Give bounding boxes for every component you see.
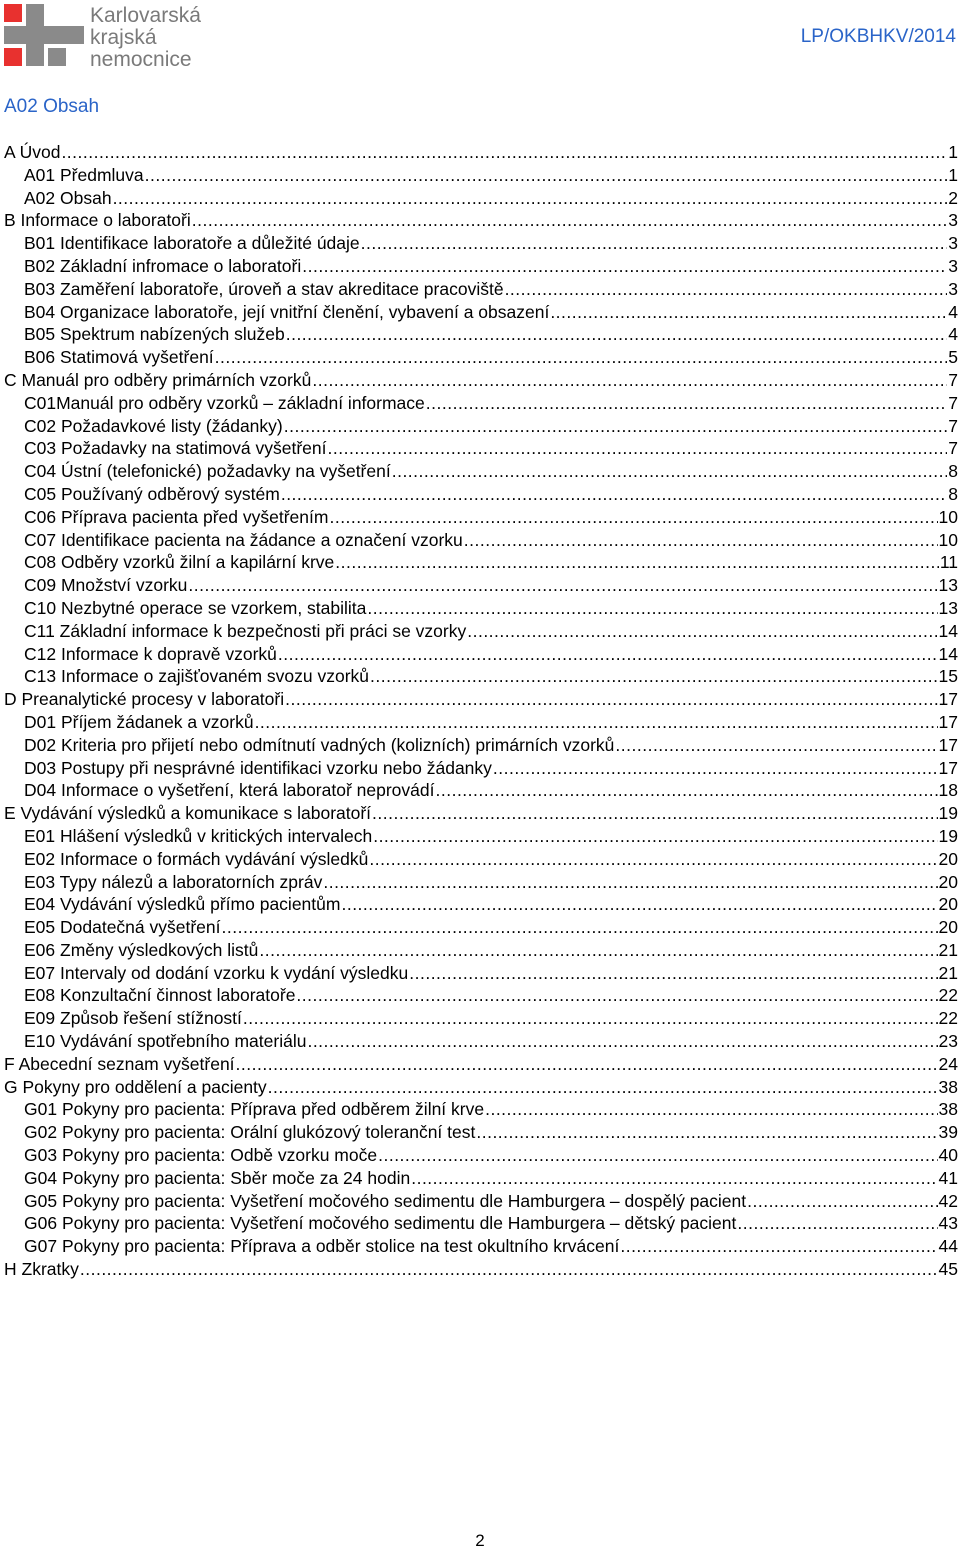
logo-line: Karlovarská [90,4,201,27]
toc-entry[interactable] [4,871,958,894]
toc-entry[interactable] [4,1030,958,1053]
toc-entry-page: 21 [938,962,958,983]
toc-entry[interactable] [4,848,958,871]
toc-entry-label: C13 Informace o zajišťovaném svozu vzorků [24,666,370,687]
toc-entry-page: 38 [938,1099,958,1120]
toc-entry-label: C04 Ústní (telefonické) požadavky na vyšetření [24,461,391,482]
toc-entry-label: B03 Zaměření laboratoře, úroveň a stav akreditace pracoviště [24,278,504,299]
toc-entry-label: G Pokyny pro oddělení a pacienty [4,1076,267,1097]
toc-entry[interactable] [4,757,958,780]
toc-entry-label: G06 Pokyny pro pacienta: Vyšetření močového sedimentu dle Hamburgera – dětský pacient [24,1213,737,1234]
toc-entry[interactable] [4,939,958,962]
toc-entry-label: B01 Identifikace laboratoře a důležité údaje [24,233,360,254]
toc-entry-page: 44 [938,1236,958,1257]
hospital-logo [4,4,214,74]
toc-dot-leader [243,1007,938,1029]
toc-entry[interactable] [4,209,958,232]
toc-entry[interactable] [4,529,958,552]
toc-entry-page: 23 [938,1031,958,1052]
toc-entry-page: 7 [948,415,958,436]
toc-entry-label: E Vydávání výsledků a komunikace s laboratoří [4,803,372,824]
toc-entry[interactable] [4,643,958,666]
toc-dot-leader [284,415,948,437]
toc-entry-label: C Manuál pro odběry primárních vzorků [4,369,312,390]
toc-dot-leader [329,506,937,528]
toc-entry[interactable] [4,278,958,301]
toc-entry-label: E06 Změny výsledkových listů [24,939,259,960]
toc-entry[interactable] [4,392,958,415]
toc-entry[interactable] [4,916,958,939]
toc-dot-leader [335,551,939,573]
toc-entry-page: 3 [948,255,958,276]
toc-entry[interactable] [4,779,958,802]
toc-entry[interactable] [4,1121,958,1144]
toc-entry-label: C01Manuál pro odběry vzorků – základní informace [24,392,425,413]
toc-entry[interactable] [4,369,958,392]
toc-entry-page: 13 [938,597,958,618]
page-number: 2 [475,1531,485,1550]
toc-dot-leader [215,346,948,368]
toc-entry-page: 20 [938,871,958,892]
toc-entry[interactable] [4,187,958,210]
toc-entry-label: C05 Používaný odběrový systém [24,483,280,504]
toc-entry-page: 40 [938,1145,958,1166]
toc-entry-page: 22 [938,985,958,1006]
toc-dot-leader [296,984,937,1006]
toc-dot-leader [464,529,938,551]
toc-entry[interactable] [4,460,958,483]
toc-entry[interactable] [4,1144,958,1167]
toc-dot-leader [493,757,938,779]
toc-entry[interactable] [4,164,958,187]
toc-entry[interactable] [4,437,958,460]
logo-cross-icon [4,4,84,70]
toc-entry[interactable] [4,346,958,369]
toc-entry-label: G07 Pokyny pro pacienta: Příprava a odběr stolice na test okultního krvácení [24,1236,620,1257]
toc-dot-leader [222,916,938,938]
toc-entry-label: C11 Základní informace k bezpečnosti při práci se vzorky [24,620,467,641]
toc-entry-page: 1 [948,142,958,162]
toc-entry[interactable] [4,415,958,438]
toc-entry-label: A01 Předmluva [24,164,144,185]
toc-dot-leader [286,323,948,345]
toc-entry-page: 1 [948,164,958,185]
toc-dot-leader [372,802,937,824]
toc-dot-leader [367,597,937,619]
toc-entry-page: 3 [948,278,958,299]
toc-entry-page: 14 [938,643,958,664]
toc-dot-leader [188,574,937,596]
toc-entry[interactable] [4,1235,958,1258]
table-of-contents [4,141,958,1281]
toc-dot-leader [411,1167,937,1189]
toc-entry-label: C03 Požadavky na statimová vyšetření [24,438,327,459]
toc-dot-leader [476,1121,937,1143]
toc-entry[interactable] [4,1076,958,1099]
logo-line: nemocnice [90,48,192,71]
toc-entry[interactable] [4,734,958,757]
logo-line: krajská [90,26,157,49]
toc-entry-label: A02 Obsah [24,187,112,208]
toc-entry-page: 17 [938,734,958,755]
toc-entry-page: 7 [948,392,958,413]
toc-entry-page: 5 [948,347,958,368]
toc-entry[interactable] [4,1053,958,1076]
toc-entry[interactable] [4,301,958,324]
toc-entry-label: C07 Identifikace pacienta na žádance a označení vzorku [24,529,463,550]
toc-entry-page: 19 [938,825,958,846]
toc-dot-leader [80,1258,938,1280]
toc-entry-label: G03 Pokyny pro pacienta: Odbě vzorku moče [24,1145,378,1166]
toc-entry-page: 42 [938,1190,958,1211]
toc-entry[interactable] [4,255,958,278]
toc-entry-label: D Preanalytické procesy v laboratoři [4,689,285,710]
toc-entry-page: 3 [948,233,958,254]
toc-entry-page: 8 [948,461,958,482]
toc-dot-leader [392,460,948,482]
toc-entry[interactable] [4,323,958,346]
toc-dot-leader [268,1076,938,1098]
toc-entry[interactable] [4,802,958,825]
toc-entry-label: C12 Informace k dopravě vzorků [24,643,277,664]
toc-dot-leader [278,643,938,665]
toc-entry-label: D01 Příjem žádanek a vzorků [24,711,254,732]
toc-entry-label: E01 Hlášení výsledků v kritických intervalech [24,825,373,846]
toc-entry-page: 21 [938,939,958,960]
toc-entry-label: D02 Kriteria pro přijetí nebo odmítnutí vadných (kolizních) primárních vzorků [24,734,615,755]
toc-entry[interactable] [4,1007,958,1030]
toc-dot-leader [307,1030,937,1052]
toc-dot-leader [361,232,948,254]
toc-entry[interactable] [4,551,958,574]
toc-entry-page: 4 [948,301,958,322]
toc-entry[interactable] [4,825,958,848]
toc-entry-page: 20 [938,894,958,915]
toc-dot-leader [485,1098,937,1120]
toc-entry[interactable] [4,665,958,688]
toc-entry-page: 38 [938,1076,958,1097]
toc-dot-leader [145,164,948,186]
toc-entry[interactable] [4,1167,958,1190]
toc-entry-label: C10 Nezbytné operace se vzorkem, stabilita [24,597,367,618]
toc-dot-leader [323,871,937,893]
toc-dot-leader [620,1235,937,1257]
toc-entry-page: 17 [938,757,958,778]
toc-entry[interactable] [4,574,958,597]
toc-entry[interactable] [4,1190,958,1213]
toc-dot-leader [255,711,938,733]
toc-entry-label: C02 Požadavkové listy (žádanky) [24,415,283,436]
toc-dot-leader [328,437,948,459]
toc-dot-leader [341,893,937,915]
toc-entry[interactable] [4,483,958,506]
toc-entry[interactable] [4,711,958,734]
toc-dot-leader [615,734,937,756]
toc-entry[interactable] [4,893,958,916]
toc-entry-label: E10 Vydávání spotřebního materiálu [24,1031,307,1052]
toc-dot-leader [467,620,937,642]
toc-entry-page: 3 [948,210,958,231]
toc-entry-label: D03 Postupy při nesprávné identifikaci vzorku nebo žádanky [24,757,492,778]
toc-entry-page: 17 [938,689,958,710]
toc-dot-leader [302,255,947,277]
toc-dot-leader [61,141,947,163]
toc-dot-leader [312,369,947,391]
toc-dot-leader [747,1190,937,1212]
toc-entry-page: 10 [938,506,958,527]
toc-dot-leader [378,1144,937,1166]
toc-entry[interactable] [4,984,958,1007]
toc-dot-leader [236,1053,938,1075]
toc-entry-page: 7 [948,438,958,459]
toc-heading: A02 Obsah [4,96,100,117]
toc-dot-leader [113,187,948,209]
toc-dot-leader [370,665,937,687]
toc-entry-label: B06 Statimová vyšetření [24,347,214,368]
toc-entry-label: A Úvod [4,142,61,162]
toc-entry[interactable] [4,232,958,255]
document-code: LP/OKBHKV/2014 [800,26,956,47]
logo-text [90,5,201,71]
toc-entry-page: 24 [938,1053,958,1074]
toc-entry-label: B04 Organizace laboratoře, její vnitřní členění, vybavení a obsazení [24,301,550,322]
toc-entry-page: 20 [938,917,958,938]
toc-entry-label: G02 Pokyny pro pacienta: Orální glukózový toleranční test [24,1122,476,1143]
toc-dot-leader [369,848,937,870]
toc-entry[interactable] [4,1098,958,1121]
toc-entry-label: F Abecední seznam vyšetření [4,1053,235,1074]
toc-entry-page: 39 [938,1122,958,1143]
toc-entry-label: B05 Spektrum nabízených služeb [24,324,285,345]
toc-dot-leader [259,939,937,961]
toc-entry-page: 2 [948,187,958,208]
toc-entry-label: C08 Odběry vzorků žilní a kapilární krve [24,552,335,573]
toc-dot-leader [409,962,937,984]
toc-entry-page: 18 [938,780,958,801]
toc-entry[interactable] [4,506,958,529]
toc-dot-leader [505,278,948,300]
toc-entry-label: E02 Informace o formách vydávání výsledků [24,848,369,869]
toc-entry-page: 41 [938,1167,958,1188]
toc-entry[interactable] [4,620,958,643]
toc-entry-page: 13 [938,575,958,596]
toc-entry[interactable] [4,962,958,985]
toc-entry-label: E04 Vydávání výsledků přímo pacientům [24,894,341,915]
toc-entry-label: G04 Pokyny pro pacienta: Sběr moče za 24 hodin [24,1167,411,1188]
toc-entry-page: 15 [938,666,958,687]
toc-entry-page: 8 [948,483,958,504]
toc-entry[interactable] [4,1258,958,1281]
toc-entry-label: G01 Pokyny pro pacienta: Příprava před odběrem žilní krve [24,1099,485,1120]
toc-entry-label: D04 Informace o vyšetření, která laboratoř neprovádí [24,780,435,801]
toc-entry[interactable] [4,1212,958,1235]
toc-dot-leader [192,209,948,231]
toc-entry-label: E05 Dodatečná vyšetření [24,917,221,938]
page-header [0,0,960,80]
toc-entry-label: E07 Intervaly od dodání vzorku k vydání výsledku [24,962,409,983]
toc-entry-page: 11 [939,552,958,573]
toc-entry-label: E09 Způsob řešení stížností [24,1008,242,1029]
toc-entry-label: H Zkratky [4,1259,79,1280]
toc-entry-label: E08 Konzultační činnost laboratoře [24,985,296,1006]
toc-dot-leader [436,779,938,801]
toc-entry-page: 19 [938,803,958,824]
toc-entry-label: E03 Typy nálezů a laboratorních zpráv [24,871,323,892]
toc-entry-page: 43 [938,1213,958,1234]
toc-entry[interactable] [4,597,958,620]
toc-entry-label: C06 Příprava pacienta před vyšetřením [24,506,329,527]
toc-entry-page: 20 [938,848,958,869]
toc-dot-leader [373,825,937,847]
toc-entry-label: B02 Základní infromace o laboratoři [24,255,302,276]
toc-entry-page: 7 [948,369,958,390]
toc-entry[interactable] [4,688,958,711]
toc-entry-label: B Informace o laboratoři [4,210,191,231]
toc-entry-page: 45 [938,1259,958,1280]
toc-entry[interactable] [4,141,958,164]
toc-dot-leader [737,1212,937,1234]
toc-entry-label: C09 Množství vzorku [24,575,188,596]
toc-entry-page: 22 [938,1008,958,1029]
toc-entry-page: 14 [938,620,958,641]
toc-entry-page: 17 [938,711,958,732]
toc-dot-leader [285,688,937,710]
toc-entry-page: 10 [938,529,958,550]
toc-entry-page: 4 [948,324,958,345]
toc-dot-leader [550,301,947,323]
toc-entry-label: G05 Pokyny pro pacienta: Vyšetření močového sedimentu dle Hamburgera – dospělý pacient [24,1190,747,1211]
toc-dot-leader [426,392,948,414]
toc-dot-leader [281,483,947,505]
